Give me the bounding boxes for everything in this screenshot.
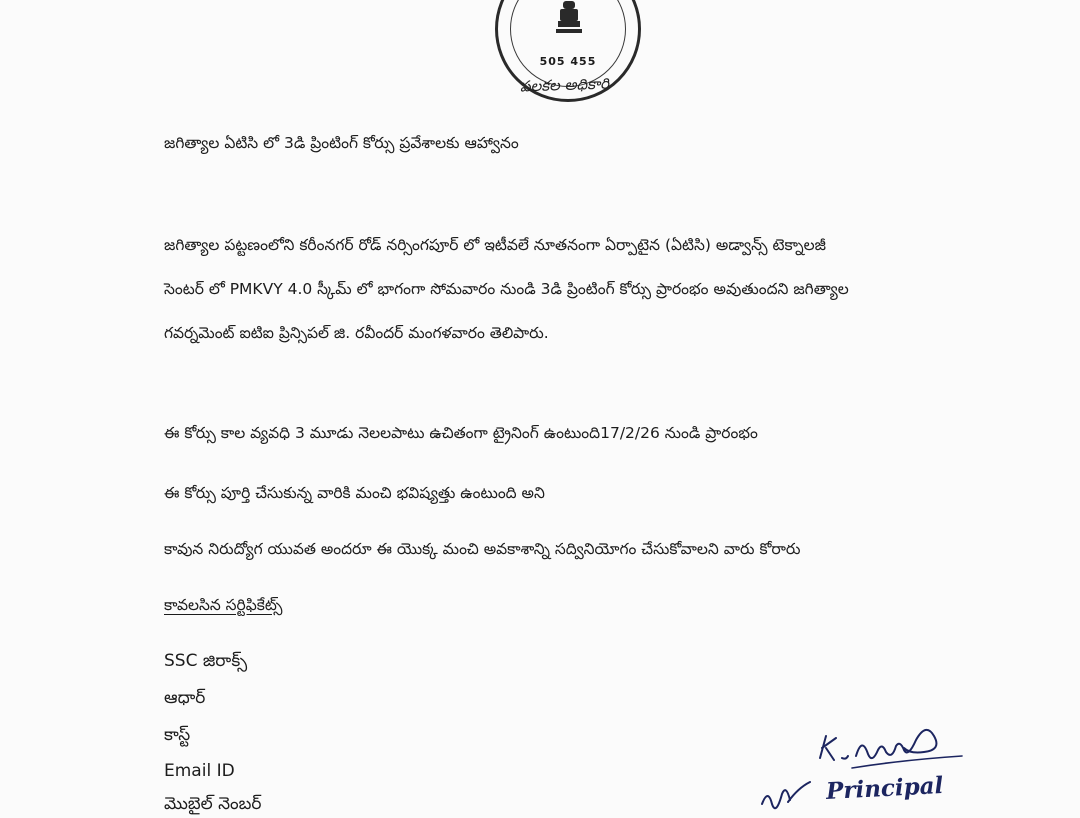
announcement-heading: జగిత్యాల ఏటిసి లో 3డి ప్రింటింగ్ కోర్సు ప్రవేశాలకు ఆహ్వానం bbox=[164, 134, 519, 152]
certificate-item: ఆధార్ bbox=[164, 688, 206, 708]
stamp-signature: పలకల అధికారి bbox=[519, 74, 610, 96]
stamp-pin: 505 455 bbox=[539, 55, 597, 68]
course-duration-line: ఈ కోర్సు కాల వ్యవధి 3 మూడు నెలలపాటు ఉచితంగా ట్రైనింగ్ ఉంటుంది17/2/26 నుండి ప్రారంభం bbox=[164, 424, 758, 442]
initials-mark bbox=[758, 778, 818, 810]
certificates-heading: కావలసిన సర్టిఫికేట్స్ bbox=[164, 596, 283, 614]
handwritten-signature bbox=[812, 720, 982, 780]
certificate-item: SSC జిరాక్స్ bbox=[164, 651, 248, 671]
certificate-item: మొబైల్ నెంబర్ bbox=[164, 794, 262, 814]
paragraph-line: సెంటర్ లో PMKVY 4.0 స్కీమ్ లో భాగంగా సోమవారం నుండి 3డి ప్రింటింగ్ కోర్సు ప్రారంభం అవుతుందని జగిత్యాల bbox=[164, 280, 849, 298]
paragraph-line: జగిత్యాల పట్టణంలోని కరీంనగర్ రోడ్ నర్సింగపూర్ లో ఇటీవలే నూతనంగా ఏర్పాటైన (ఏటిసి) అడ్వాన్స్ టెక్నాలజీ bbox=[164, 236, 826, 254]
future-line: ఈ కోర్సు పూర్తి చేసుకున్న వారికి మంచి భవిష్యత్తు ఉంటుంది అని bbox=[164, 484, 545, 502]
appeal-line: కావున నిరుద్యోగ యువత అందరూ ఈ యొక్క మంచి అవకాశాన్ని సద్వినియోగం చేసుకోవాలని వారు కోరారు bbox=[164, 540, 801, 558]
paragraph-line: గవర్నమెంట్ ఐటిఐ ప్రిన్సిపల్ జి. రవీందర్ మంగళవారం తెలిపారు. bbox=[164, 324, 549, 342]
principal-title: Principal bbox=[825, 771, 944, 806]
emblem-icon bbox=[551, 0, 587, 39]
certificate-item: కాస్ట్ bbox=[164, 725, 191, 745]
certificate-item: Email ID bbox=[164, 761, 235, 781]
